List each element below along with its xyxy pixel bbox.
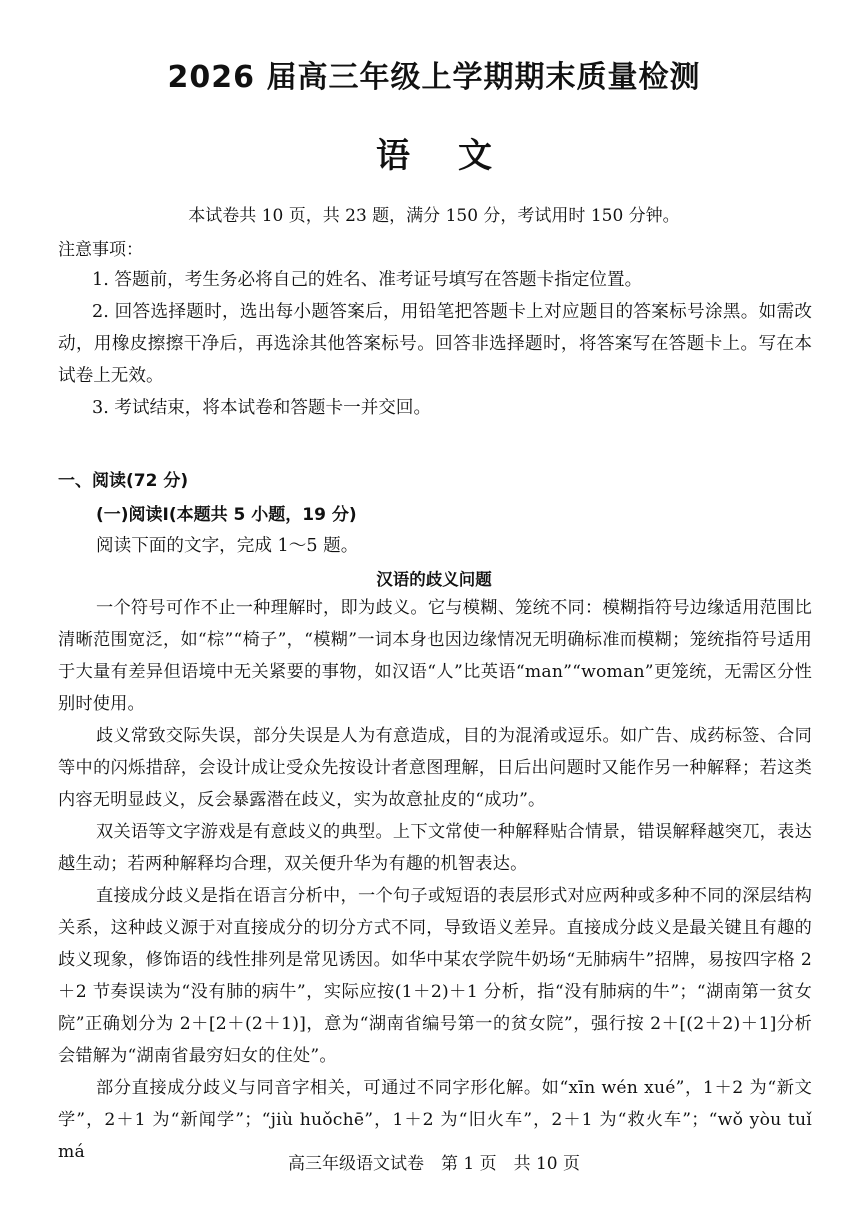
article-paragraph: 歧义常致交际失误，部分失误是人为有意造成，目的为混淆或逗乐。如广告、成药标签、合同等中的闪烁措辞，会设计成让受众先按设计者意图理解，日后出问题时又能作另一种解释；若这类内容无明显歧义，反会暴露潜在歧义，实为故意扯皮的“成功”。 [58,726,812,810]
article-title: 汉语的歧义问题 [376,570,492,589]
subject-char: 文 [458,136,492,176]
exam-title: 2026 届高三年级上学期期末质量检测 [167,60,701,95]
note-item: 2. 回答选择题时，选出每小题答案后，用铅笔把答题卡上对应题目的答案标号涂黑。如需改动，用橡皮擦擦干净后，再选涂其他答案标号。回答非选择题时，将答案写在答题卡上。写在本试卷上无效。 [58,302,812,386]
article-paragraph: 一个符号可作不止一种理解时，即为歧义。它与模糊、笼统不同：模糊指符号边缘适用范围比清晰范围宽泛，如“棕”“椅子”，“模糊”一词本身也因边缘情况无明确标准而模糊；笼统指符号适用于大量有差异但语境中无关紧要的事物，如汉语“人”比英语“man”“woman”更笼统，无需区分性别时使用。 [58,598,812,714]
subject-char: 语 [376,136,410,176]
subject-title [0,128,868,177]
article-body [58,592,812,1168]
note-item: 1. 答题前，考生务必将自己的姓名、准考证号填写在答题卡指定位置。 [92,270,643,290]
article-paragraph: 部分直接成分歧义与同音字相关，可通过不同字形化解。如“xīn wén xué”，1＋2 为“新文学”，2＋1 为“新闻学”；“jiù huǒchē”，1＋2 为“旧火车”，2＋1 为“救火车”；“wǒ yòu tuǐ má [58,1078,812,1162]
article-paragraph: 双关语等文字游戏是有意歧义的典型。上下文常使一种解释贴合情景，错误解释越突兀，表达越生动；若两种解释均合理，双关便升华为有趣的机智表达。 [58,822,812,874]
exam-info: 本试卷共 10 页，共 23 题，满分 150 分，考试用时 150 分钟。 [188,206,680,226]
notes-list [58,264,812,424]
article-paragraph: 直接成分歧义是指在语言分析中，一个句子或短语的表层形式对应两种或多种不同的深层结构关系，这种歧义源于对直接成分的切分方式不同，导致语义差异。直接成分歧义是最关键且有趣的歧义现象，修饰语的线性排列是常见诱因。如华中某农学院牛奶场“无肺病牛”招牌，易按四字格 2＋2 节奏误读为“没有肺的病牛”，实际应按(1＋2)＋1 分析，指“没有肺病的牛”；“湖南第一贫女院”正确划分为 2＋[2＋(2＋1)]，意为“湖南省编号第一的贫女院”，强行按 2＋[(2＋2)＋1]分析会错解为“湖南省最穷妇女的住处”。 [58,886,812,1066]
subsection-heading: (一)阅读Ⅰ(本题共 5 小题，19 分) [96,505,357,525]
notes-heading: 注意事项： [58,240,143,260]
reading-instruction: 阅读下面的文字，完成 1～5 题。 [96,536,359,556]
note-item: 3. 考试结束，将本试卷和答题卡一并交回。 [92,398,432,418]
page-footer: 高三年级语文试卷 第 1 页 共 10 页 [287,1154,581,1174]
section-heading: 一、阅读(72 分) [58,471,189,491]
